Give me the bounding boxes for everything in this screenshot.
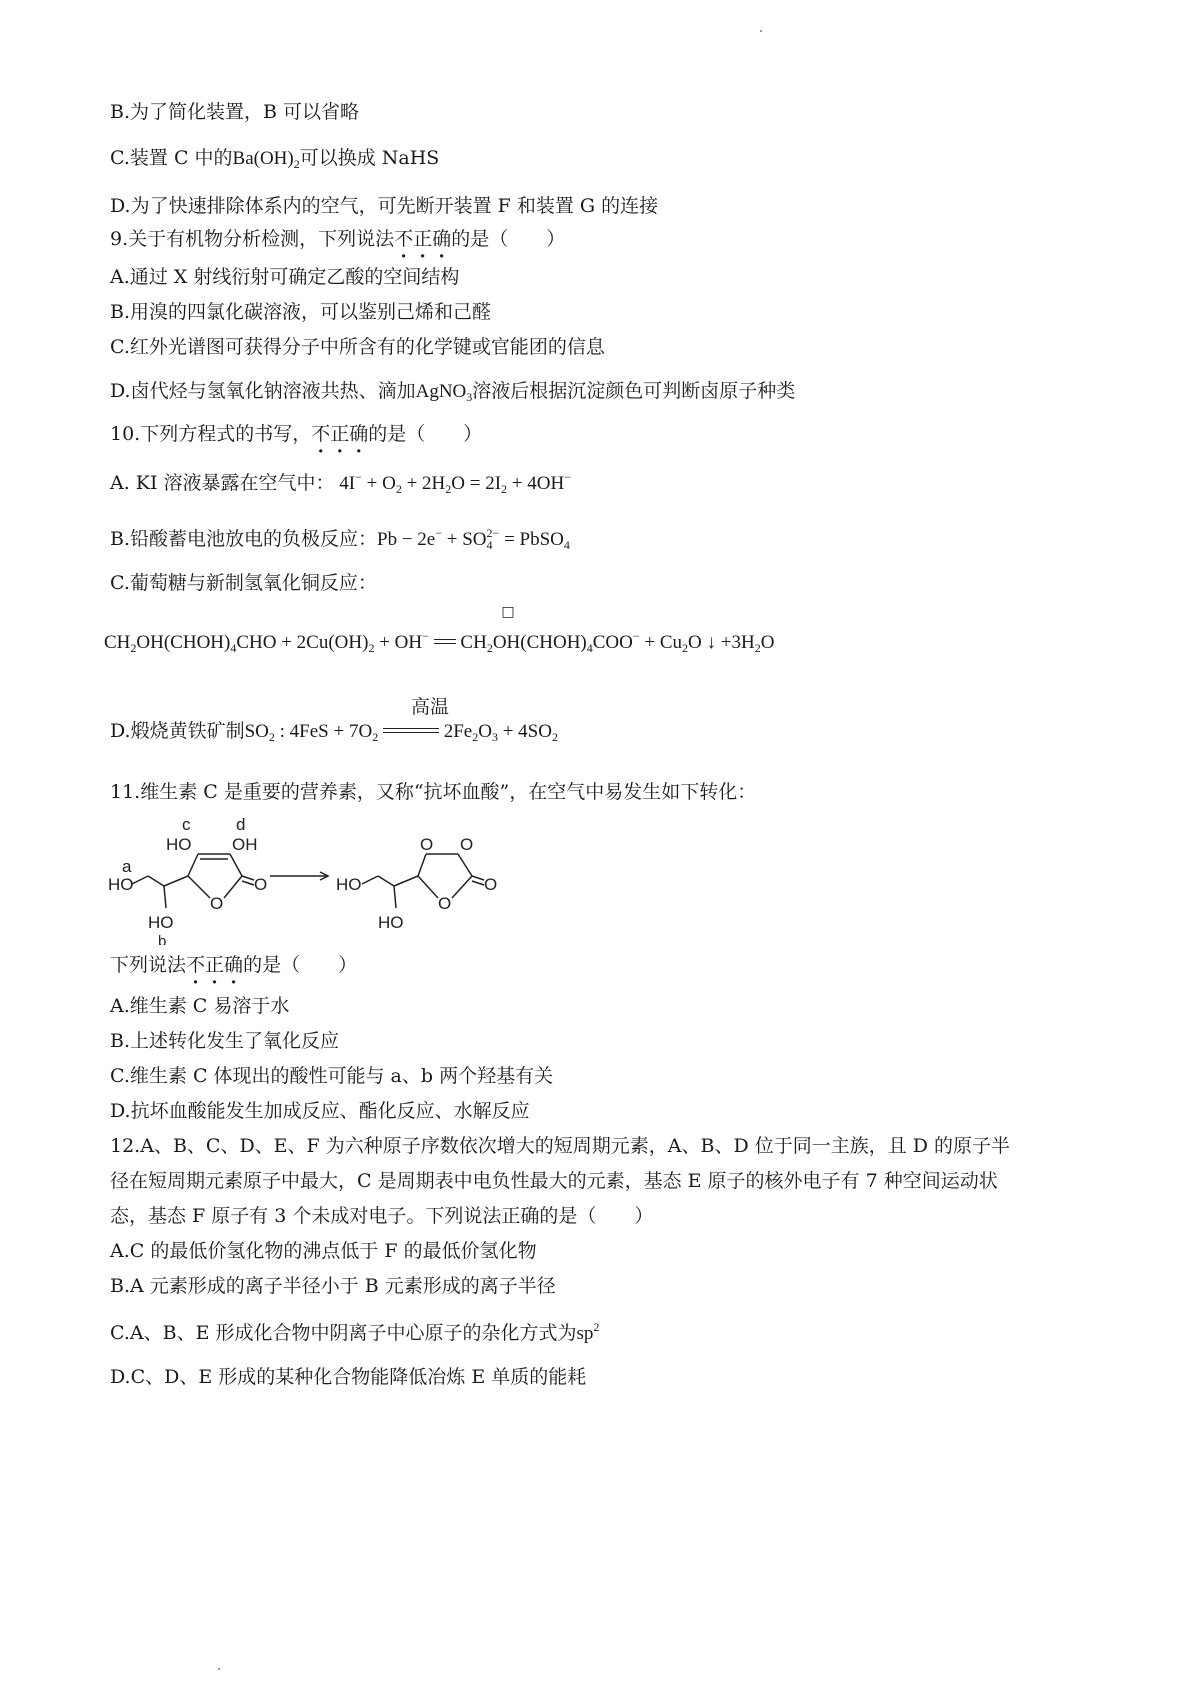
q11-stem: 11.维生素 C 是重要的营养素，又称“抗坏血酸”，在空气中易发生如下转化： — [110, 781, 757, 803]
keto-o-2: O — [460, 835, 474, 854]
q12-stem-line-2: 径在短周期元素原子中最大，C 是周期表中电负性最大的元素，基态 E 原子的核外电子有 7 种空间运动状 — [110, 1170, 998, 1192]
q12-option-b: B.A 元素形成的离子半径小于 B 元素形成的离子半径 — [110, 1275, 556, 1297]
ring-o-left: O — [210, 894, 224, 913]
q12-option-c-formula: $sp^2$ — [576, 1320, 600, 1344]
q9-option-c: C.红外光谱图可获得分子中所含有的化学键或官能团的信息 — [110, 336, 605, 358]
q9-option-d-formula: AgNO$_3$ — [415, 381, 473, 404]
q11-option-c: C.维生素 C 体现出的酸性可能与 a、b 两个羟基有关 — [110, 1065, 554, 1087]
q12-stem-line-3: 态，基态 F 原子有 3 个未成对电子。下列说法正确的是（ ） — [110, 1205, 654, 1227]
carbonyl-o-right: O — [484, 875, 498, 894]
q10-option-b: B.铅酸蓄电池放电的负极反应：$Pb - 2e^- + SO_4^{2-}$ = PbSO$_4$ — [110, 526, 570, 552]
label-a: a — [122, 857, 132, 876]
scan-speck — [760, 30, 762, 32]
q12-stem-line-1: 12.A、B、C、D、E、F 为六种原子序数依次增大的短周期元素，A、B、D 位于同一主族，且 D 的原子半 — [110, 1135, 1011, 1157]
q10-option-c: C.葡萄糖与新制氢氧化铜反应： — [110, 572, 377, 594]
ring-o-right: O — [438, 894, 452, 913]
q8-option-c — [110, 145, 439, 172]
ho-right-b: HO — [378, 913, 404, 932]
ho-c: HO — [166, 835, 192, 854]
q10-option-d: D.煅烧黄铁矿制$SO_2$ : $4FeS + 7O_2$ $2Fe_2O_3 + 4SO_2$ — [110, 720, 558, 744]
q9-option-a: A.通过 X 射线衍射可确定乙酸的空间结构 — [110, 266, 460, 288]
q10-equation-d: $SO_2$ : $4FeS + 7O_2$ $2Fe_2O_3 + 4SO_2$ — [244, 721, 558, 744]
q12-option-d: D.C、D、E 形成的某种化合物能降低冶炼 E 单质的能耗 — [110, 1366, 587, 1388]
q8-option-c-pre: C.装置 C 中的 — [110, 147, 233, 169]
label-d: d — [236, 815, 246, 834]
q9-stem: 9.关于有机物分析检测，下列说法不正确的是（ ） — [110, 228, 566, 250]
q10-equation-c: $CH_2OH(CHOH)_4CHO + 2Cu(OH)_2 + OH^-$ $CH_2OH(CHOH)_4COO^- + Cu_2O$ ↓ $+3H_2O$ — [104, 629, 775, 655]
q11-option-d: D.抗坏血酸能发生加成反应、酯化反应、水解反应 — [110, 1100, 530, 1122]
q9-option-d: D.卤代烃与氢氧化钠溶液共热、滴加AgNO$_3$溶液后根据沉淀颜色可判断卤原子种类 — [110, 380, 796, 404]
label-c: c — [182, 815, 191, 834]
q10-equation-a: $4I^- + O_2 + 2H_2O = 2I_2 + 4OH^-$ — [334, 470, 571, 496]
q11-question: 下列说法不正确的是（ ） — [110, 954, 358, 976]
q12-option-c: C.A、B、E 形成化合物中阴离子中心原子的杂化方式为$sp^2$ — [110, 1320, 600, 1344]
q11-reaction-scheme — [100, 810, 520, 945]
q10-option-a: A. KI 溶液暴露在空气中： $4I^- + O_2 + 2H_2O = 2I_2 + 4OH^-$ — [110, 470, 571, 496]
carbonyl-o-left: O — [254, 875, 268, 894]
q9-option-b: B.用溴的四氯化碳溶液，可以鉴别己烯和己醛 — [110, 301, 492, 323]
q11-option-b: B.上述转化发生了氧化反应 — [110, 1030, 340, 1052]
q11-option-a: A.维生素 C 易溶于水 — [110, 995, 290, 1017]
ho-a: HO — [108, 875, 134, 894]
ho-right-a: HO — [336, 875, 362, 894]
q12-option-a: A.C 的最低价氢化物的沸点低于 F 的最低价氢化物 — [110, 1240, 537, 1262]
q10-stem: 10.下列方程式的书写，不正确的是（ ） — [110, 423, 483, 445]
q8-option-b: B.为了简化装置，B 可以省略 — [110, 101, 360, 123]
q10-equation-b: $Pb - 2e^- + SO_4^{2-}$ = PbSO$_4$ — [377, 526, 570, 552]
oh-d: OH — [232, 835, 258, 854]
q8-option-c-post: 可以换成 NaHS — [299, 147, 440, 169]
q8-option-d: D.为了快速排除体系内的空气，可先断开装置 F 和装置 G 的连接 — [110, 195, 659, 217]
label-b: b — [158, 933, 167, 945]
q8-option-c-formula: $Ba(OH)_2$ — [232, 148, 300, 171]
ho-b: HO — [148, 913, 174, 932]
q10-equation-c-condition: □ — [501, 604, 515, 620]
scan-speck — [218, 1668, 220, 1670]
keto-o-1: O — [420, 835, 434, 854]
q10-equation-d-condition: 高温 — [410, 696, 449, 718]
